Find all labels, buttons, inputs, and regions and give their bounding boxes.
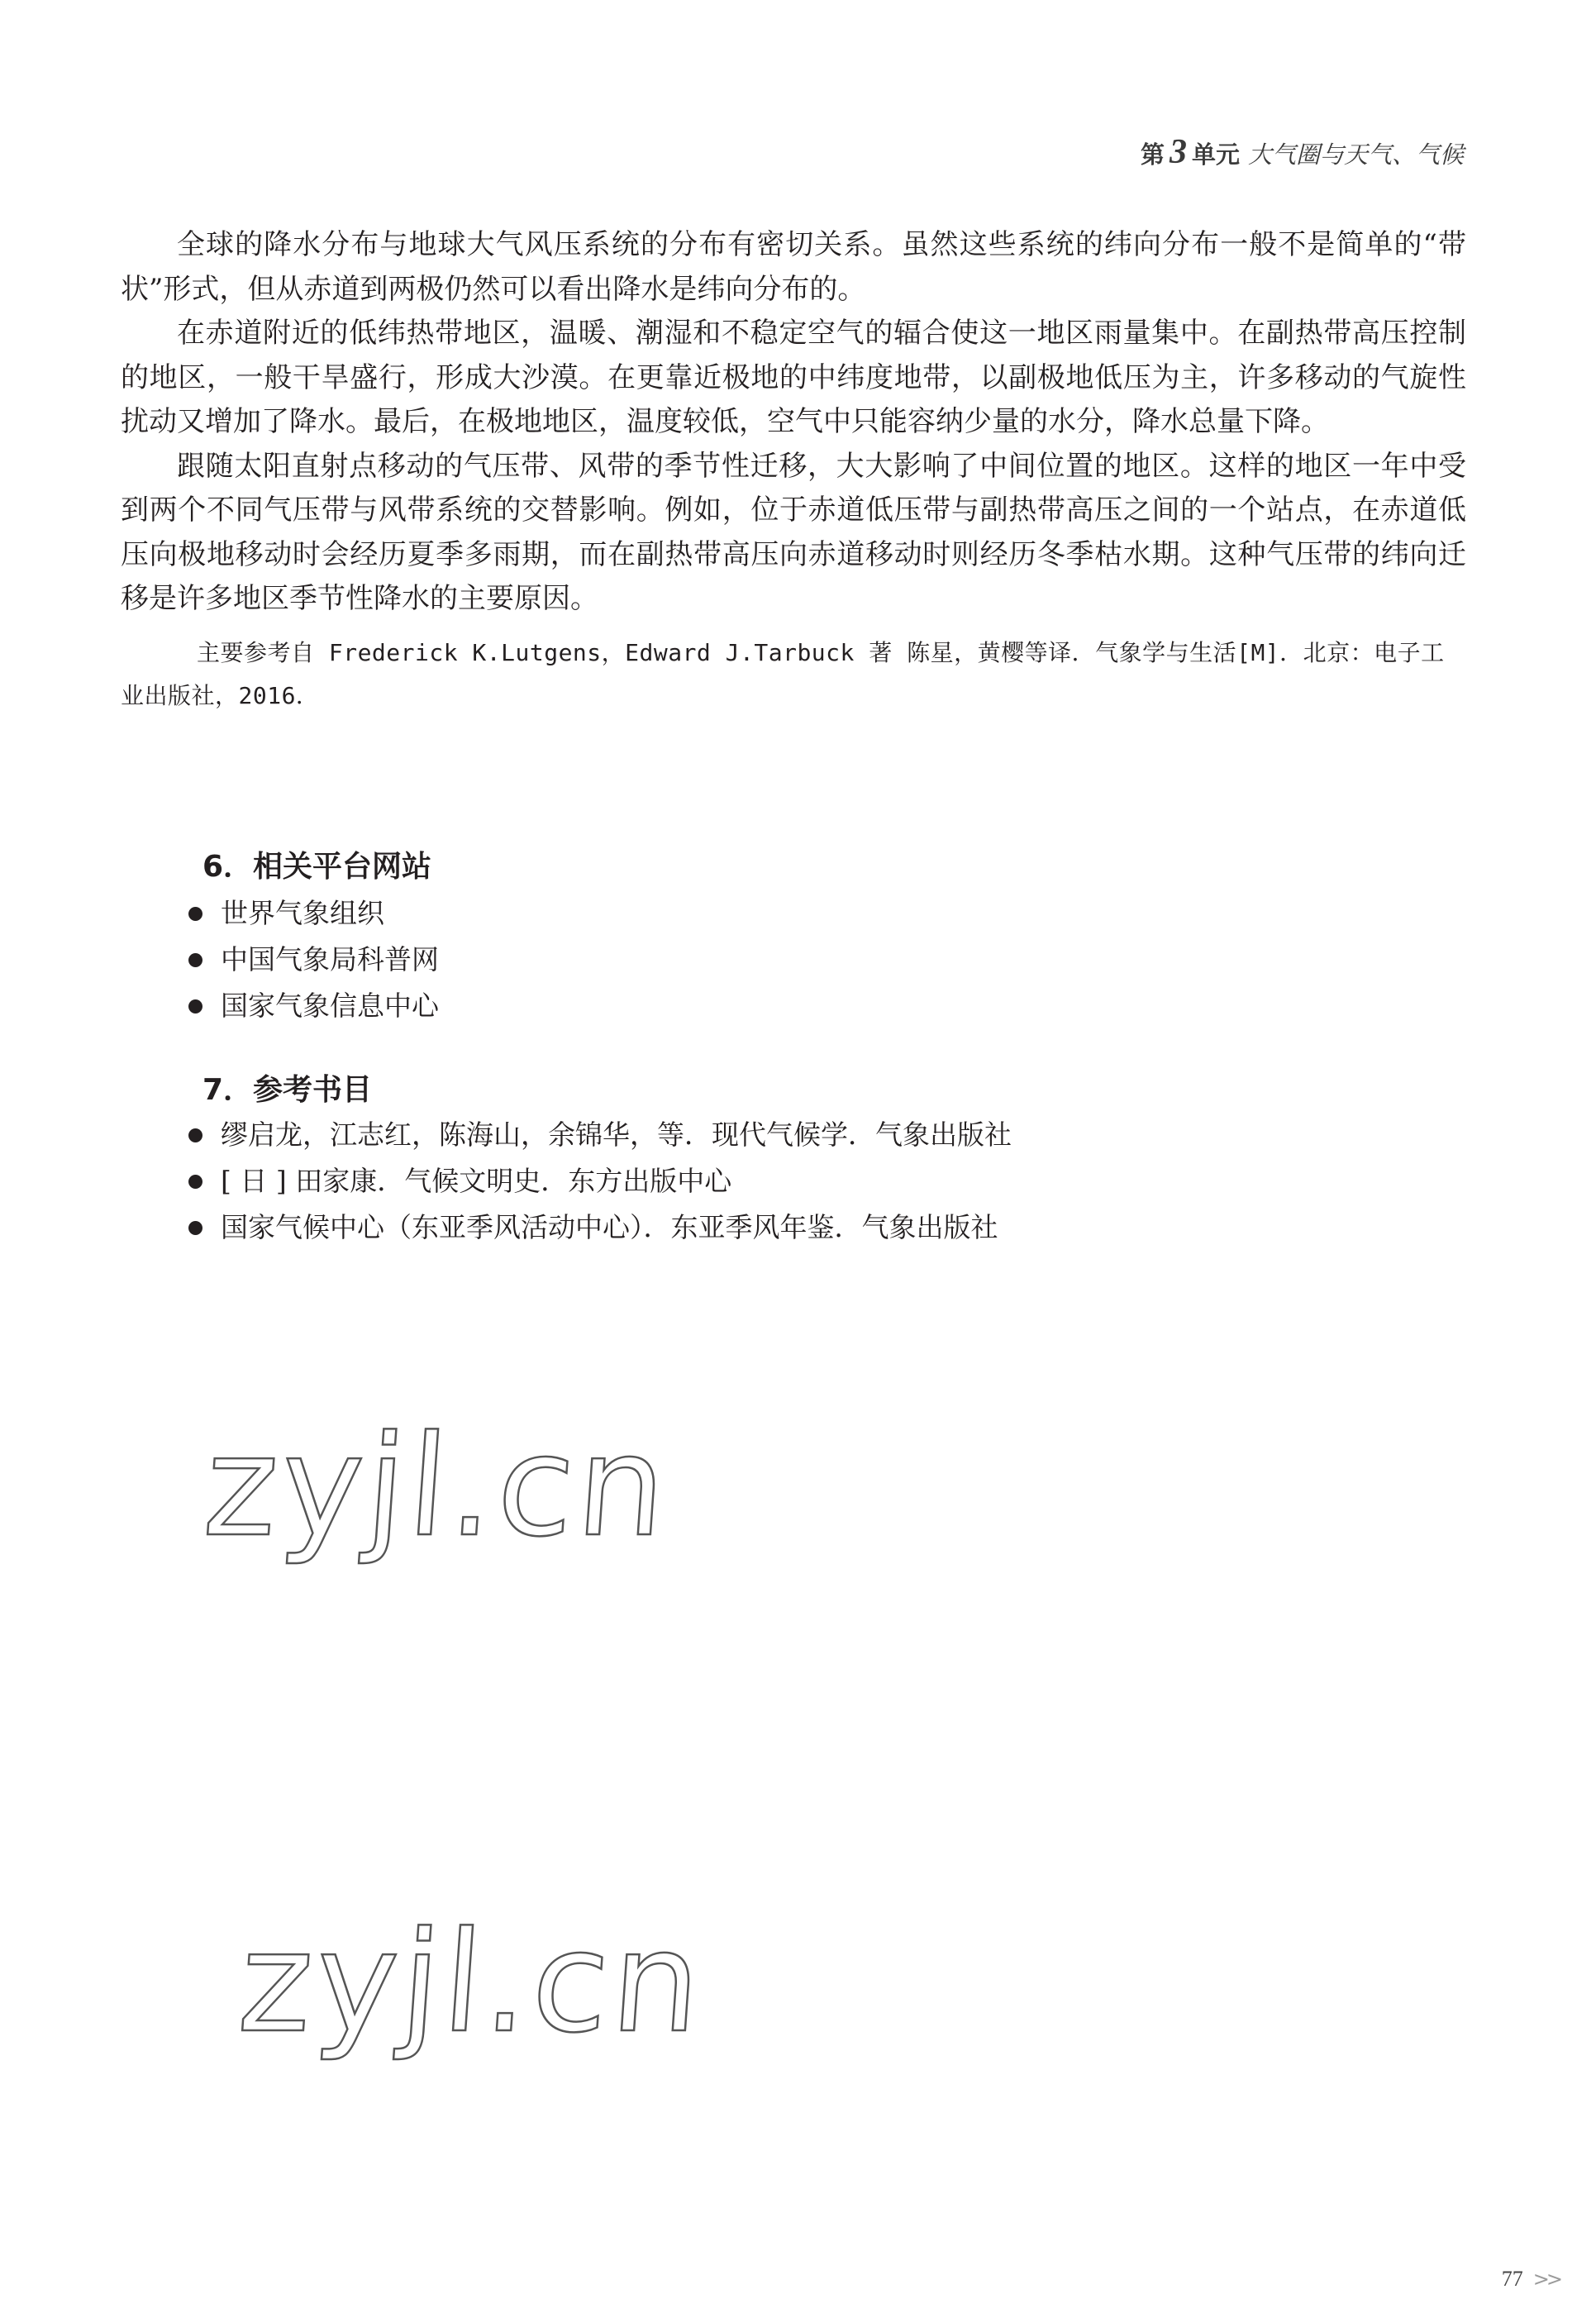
list-item xyxy=(188,1204,1012,1251)
source-note: 主要参考自 Frederick K.Lutgens，Edward J.Tarbuck 著 陈星，黄樱等译．气象学与生活[M]．北京：电子工业出版社，2016． xyxy=(121,638,1445,709)
watermark: zyjl.cn xyxy=(234,1901,710,2063)
list-item-label: 缪启龙，江志红，陈海山，余锦华，等．现代气候学．气象出版社 xyxy=(221,1118,1012,1151)
list-item-label: 国家气象信息中心 xyxy=(221,990,439,1022)
section-6-heading: 6．相关平台网站 xyxy=(202,850,432,884)
list-item xyxy=(188,1112,1012,1158)
list-item-label: [ 日 ] 田家康．气候文明史．东方出版中心 xyxy=(221,1165,732,1197)
bullet-icon xyxy=(188,907,202,921)
main-text xyxy=(121,223,1466,718)
platform-list xyxy=(188,890,439,1029)
unit-title: 大气圈与天气、气候 xyxy=(1247,141,1464,169)
watermark: zyjl.cn xyxy=(199,1405,675,1567)
bullet-icon xyxy=(188,999,202,1014)
page-footer xyxy=(1502,2267,1560,2292)
page-number: 77 xyxy=(1501,2267,1523,2291)
double-chevron-right-icon[interactable]: >> xyxy=(1532,2268,1560,2291)
running-header xyxy=(1141,132,1464,172)
list-item-label: 世界气象组织 xyxy=(221,897,384,929)
list-item xyxy=(188,1158,1012,1204)
paragraph-1: 全球的降水分布与地球大气风压系统的分布有密切关系。虽然这些系统的纬向分布一般不是简单的“带状”形式，但从赤道到两极仍然可以看出降水是纬向分布的。 xyxy=(121,228,1466,306)
bullet-icon xyxy=(188,1221,202,1235)
bullet-icon xyxy=(188,953,202,967)
reference-book-list xyxy=(188,1112,1012,1251)
list-item[interactable] xyxy=(188,937,439,983)
list-item-label: 中国气象局科普网 xyxy=(221,943,439,975)
unit-prefix: 第 xyxy=(1140,141,1165,169)
bullet-icon xyxy=(188,1128,202,1142)
unit-number: 3 xyxy=(1169,133,1187,171)
list-item-label: 国家气候中心（东亚季风活动中心）．东亚季风年鉴．气象出版社 xyxy=(221,1211,998,1243)
list-item[interactable] xyxy=(188,983,439,1029)
unit-suffix: 单元 xyxy=(1191,141,1240,169)
paragraph-3: 跟随太阳直射点移动的气压带、风带的季节性迁移，大大影响了中间位置的地区。这样的地区一年中受到两个不同气压带与风带系统的交替影响。例如，位于赤道低压带与副热带高压之间的一个站点，在赤道低压向极地移动时会经历夏季多雨期，而在副热带高压向赤道移动时则经历冬季枯水期。这种气压带的纬向迁移是许多地区季节性降水的主要原因。 xyxy=(121,449,1466,615)
list-item[interactable] xyxy=(188,890,439,937)
paragraph-2: 在赤道附近的低纬热带地区，温暖、潮湿和不稳定空气的辐合使这一地区雨量集中。在副热带高压控制的地区，一般干旱盛行，形成大沙漠。在更靠近极地的中纬度地带，以副极地低压为主，许多移动的气旋性扰动又增加了降水。最后，在极地地区，温度较低，空气中只能容纳少量的水分，降水总量下降。 xyxy=(121,317,1466,438)
section-7-heading: 7．参考书目 xyxy=(202,1073,373,1107)
bullet-icon xyxy=(188,1175,202,1189)
